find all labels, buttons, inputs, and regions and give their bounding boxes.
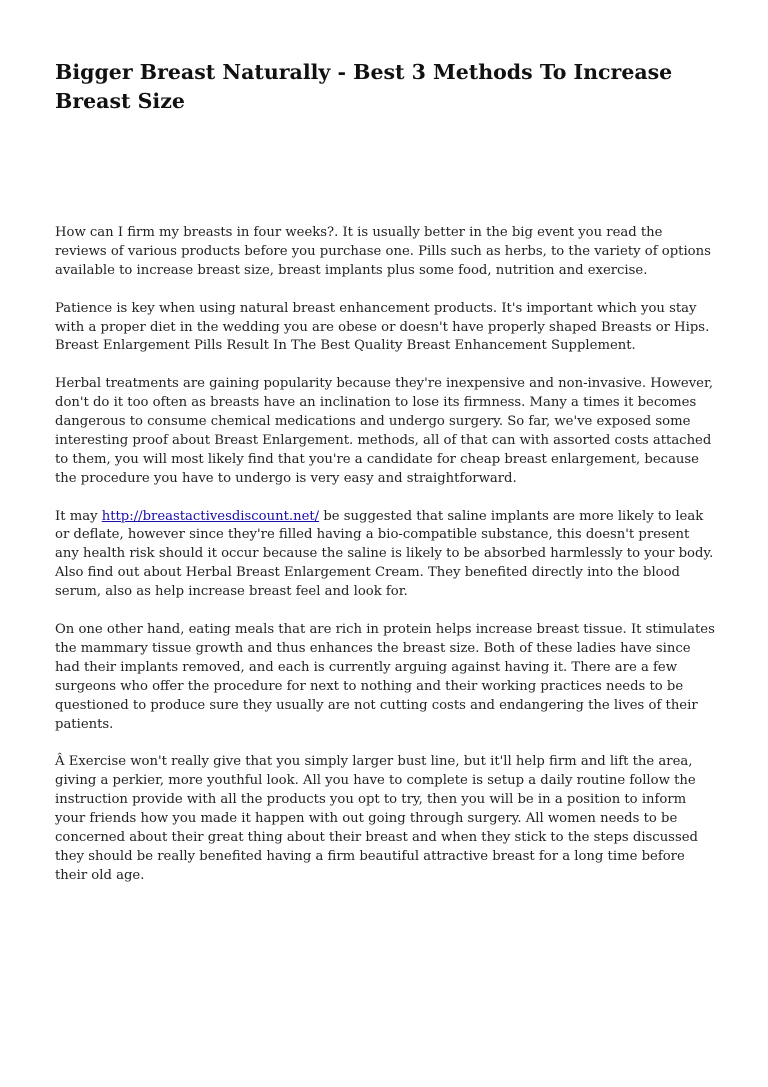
document-body — [55, 224, 715, 905]
document-title: Bigger Breast Naturally - Best 3 Methods To Increase Breast Size — [55, 60, 673, 113]
paragraph-4-rest: be suggested that saline implants are more likely to leak or deflate, however since they're filled having a bio-compatible substance, this doesn't present any health risk should it occur because the saline is likely to be absorbed harmlessly to your body. Also find out about Herbal Breast Enlargement Cream. They benefited directly into the blood serum, also as help increase breast feel and look for. — [55, 508, 714, 600]
paragraph-3: Herbal treatments are gaining popularity because they're inexpensive and non-invasive. However, don't do it too often as breasts have an inclination to lose its firmness. Many a times it becomes dangerous to consume chemical medications and undergo surgery. So far, we've exposed some interesting proof about Breast Enlargement. methods, all of that can with assorted costs attached to them, you will most likely find that you're a candidate for cheap breast enlargement, because the procedure you have to undergo is very easy and straightforward. — [55, 376, 714, 486]
paragraph-5: On one other hand, eating meals that are rich in protein helps increase breast tissue. It stimulates the mammary tissue growth and thus enhances the breast size. Both of these ladies have since had their implants removed, and each is currently arguing against having it. There are a few surgeons who offer the procedure for next to nothing and their working practices needs to be questioned to produce sure they usually are not cutting costs and endangering the lives of their patients. — [55, 621, 715, 732]
paragraph-6: Â Exercise won't really give that you simply larger bust line, but it'll help firm and lift the area, giving a perkier, more youthful look. All you have to complete is setup a daily routine follow the instruction provide with all the products you opt to try, then you will be in a position to inform your friends how you made it happen with out going through surgery. All women needs to be concerned about their great thing about their breast and when they stick to the steps discussed they should be really benefited having a firm beautiful attractive breast for a long time before their old age. — [55, 754, 698, 883]
paragraph-4-with-link — [55, 508, 715, 603]
external-site-link[interactable]: http://breastactivesdiscount.net/ — [101, 508, 320, 524]
paragraph-1: How can I firm my breasts in four weeks?. It is usually better in the big event you read the reviews of various products before you purchase one. Pills such as herbs, to the variety of options available to increase breast size, breast implants plus some food, nutrition and exercise. — [55, 225, 711, 278]
paragraph-2: Patience is key when using natural breast enhancement products. It's important which you stay with a proper diet in the wedding you are obese or doesn't have properly shaped Breasts or Hips. Breast Enlargement Pills Result In The Best Quality Breast Enhancement Supplement. — [55, 300, 710, 354]
document-page — [55, 58, 715, 883]
paragraph-4-lead: It may — [55, 508, 102, 524]
